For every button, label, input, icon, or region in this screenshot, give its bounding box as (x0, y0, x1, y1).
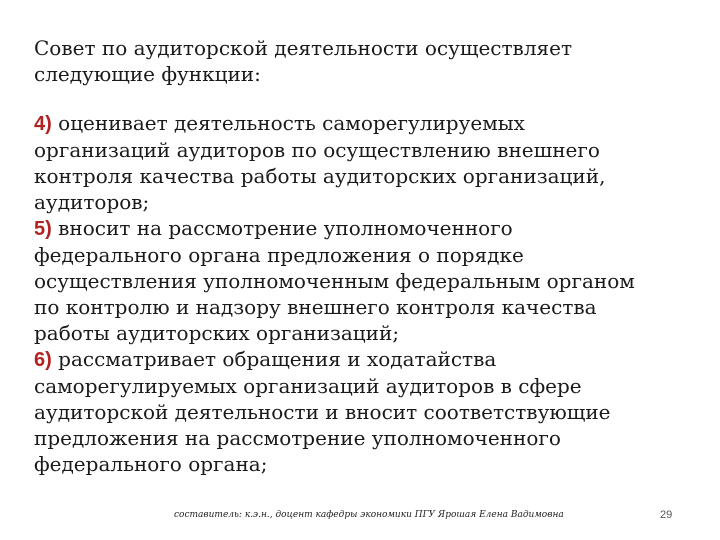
item-line: работы аудиторских организаций; (34, 321, 400, 345)
function-item-5 (34, 215, 704, 346)
function-item-4 (34, 110, 704, 215)
functions-list (34, 110, 704, 477)
item-number: 4) (34, 113, 52, 135)
item-line: аудиторов; (34, 190, 150, 214)
item-line: осуществления уполномоченным федеральным органом (34, 269, 635, 293)
item-line: саморегулируемых организаций аудиторов в сфере (34, 374, 582, 398)
item-text: оценивает деятельность саморегулируемых (58, 111, 525, 135)
item-text: вносит на рассмотрение уполномоченного (58, 216, 513, 240)
item-number: 6) (34, 349, 52, 371)
item-line: аудиторской деятельности и вносит соответствующие (34, 400, 611, 424)
item-line (34, 346, 704, 373)
slide-heading (34, 35, 694, 87)
item-line: федерального органа; (34, 452, 268, 476)
heading-line: следующие функции: (34, 62, 261, 86)
page-number: 29 (660, 509, 673, 521)
item-line: предложения на рассмотрение уполномоченного (34, 426, 561, 450)
item-text: рассматривает обращения и ходатайства (58, 347, 497, 371)
item-line: организаций аудиторов по осуществлению внешнего (34, 138, 600, 162)
heading-line: Совет по аудиторской деятельности осуществляет (34, 36, 573, 60)
item-line: федерального органа предложения о порядке (34, 243, 524, 267)
item-line (34, 110, 704, 137)
item-line (34, 215, 704, 242)
item-line: контроля качества работы аудиторских организаций, (34, 164, 606, 188)
item-number: 5) (34, 218, 52, 240)
footer-credit: составитель: к.э.н., доцент кафедры экономики ПГУ Ярошая Елена Вадимовна (174, 510, 564, 520)
item-line: по контролю и надзору внешнего контроля качества (34, 295, 597, 319)
function-item-6 (34, 346, 704, 477)
